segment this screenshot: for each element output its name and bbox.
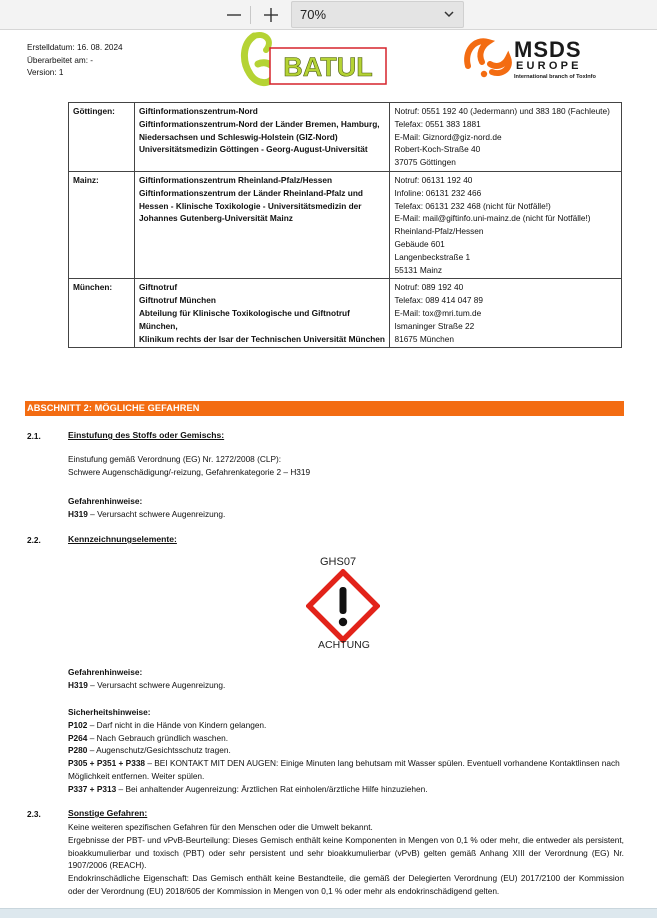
p-text: – Bei anhaltender Augenreizung: Ärztlichen Rat einholen/ärztliche Hilfe hinzuziehen. — [116, 783, 428, 794]
hazard-text-2: – Verursacht schwere Augenreizung. — [87, 679, 226, 690]
contact-line: Gebäude 601 — [394, 238, 445, 249]
contact-line: Infoline: 06131 232 466 — [394, 187, 482, 198]
precautionary-statement — [68, 744, 624, 757]
section-2-1-hazards — [68, 495, 624, 521]
city-cell: München: — [69, 279, 135, 348]
contact-line: 81675 München — [394, 333, 454, 344]
other-hazards-text: Keine weiteren spezifischen Gefahren für den Menschen oder die Umwelt bekannt. — [68, 822, 373, 832]
msds-tagline: International branch of ToxInfo — [514, 74, 596, 80]
contact-line: Langenbeckstraße 1 — [394, 251, 471, 262]
toolbar-separator — [250, 6, 251, 24]
precautionary-statement — [68, 732, 624, 745]
contact-line: 37075 Göttingen — [394, 157, 456, 168]
hazard-text: – Verursacht schwere Augenreizung. — [87, 508, 226, 519]
contact-cell — [390, 279, 622, 348]
p-code: P102 — [68, 719, 88, 730]
exclamation-mark-icon — [306, 569, 380, 643]
organization-line: Universitätsmedizin Göttingen - Georg-August-Universität — [138, 144, 368, 155]
table-row — [69, 171, 622, 278]
precautionary-statement — [68, 783, 624, 796]
europe-logo-text: EUROPE — [516, 60, 582, 72]
contact-line: E-Mail: Giznord@giz-nord.de — [394, 131, 502, 142]
endocrine-text: Endokrinschädliche Eigenschaft: Das Gemisch enthält keine Bestandteile, die gemäß der Delegierten Verordnung (EU) 2017/2100 der Kommission oder der Verordnung (EU) 2018/605 der Kommission in Mengen von 0,1 % oder mehr als endokrinschädigend gelten. — [68, 873, 624, 896]
section-2-2-hazards — [68, 666, 624, 692]
organization-line: Abteilung für Klinische Toxikologische und Giftnotruf München, — [138, 307, 350, 331]
organization-line: Giftinformationszentrum Rheinland-Pfalz/Hessen — [138, 174, 333, 185]
contact-line: Rheinland-Pfalz/Hessen — [394, 226, 484, 237]
revised-date: Überarbeitet am: - — [27, 55, 93, 65]
zoom-in-button[interactable] — [257, 3, 285, 27]
classification-category: Schwere Augenschädigung/-reizung, Gefahrenkategorie 2 – H319 — [68, 466, 311, 477]
section-2-1-number: 2.1. — [27, 431, 41, 441]
section-2-3-title: Sonstige Gefahren: — [68, 808, 148, 818]
document-page — [0, 30, 657, 918]
section-2-2-title: Kennzeichnungselemente: — [68, 534, 177, 544]
section-2-header: ABSCHNITT 2: MÖGLICHE GEFAHREN — [25, 401, 624, 416]
contact-line: Telefax: 0551 383 1881 — [394, 118, 481, 129]
zoom-level-value: 70% — [300, 7, 327, 22]
hazard-code-2: H319 — [68, 679, 88, 690]
organization-cell — [134, 279, 390, 348]
contact-line: Telefax: 06131 232 468 (nicht für Notfälle!) — [394, 200, 551, 211]
organization-line: Giftnotruf — [138, 282, 178, 293]
pbt-assessment-text: Ergebnisse der PBT- und vPvB-Beurteilung: Dieses Gemisch enthält keine Komponenten in Mengen von 0,1 % oder mehr, die entweder als persistent, bioakkumulierbar und toxisch (PBT) oder sehr persistent und sehr bioakkumulierbar (vPvB) gelten gemäß Anhang XIII der Verordnung (EG) Nr. 1907/2006 (REACH). — [68, 834, 624, 871]
organization-line: Giftinformationszentrum-Nord — [138, 106, 258, 116]
contact-cell — [390, 171, 622, 278]
p-code: P337 + P313 — [68, 783, 117, 794]
minus-icon — [226, 7, 242, 23]
p-text: – Nach Gebrauch gründlich waschen. — [87, 732, 229, 743]
classification-regulation: Einstufung gemäß Verordnung (EG) Nr. 1272/2008 (CLP): — [68, 454, 282, 464]
zoom-out-button[interactable] — [220, 3, 248, 27]
signal-word: ACHTUNG — [318, 639, 370, 651]
contact-line: Ismaninger Straße 22 — [394, 320, 475, 331]
contact-line: E-Mail: tox@mri.tum.de — [394, 307, 482, 318]
batul-logo — [240, 30, 390, 90]
contact-cell — [390, 103, 622, 172]
precautionary-statement — [68, 719, 624, 732]
hazard-code: H319 — [68, 508, 88, 519]
table-row — [69, 103, 622, 172]
p-code: P305 + P351 + P338 — [68, 758, 146, 769]
p-text: – Darf nicht in die Hände von Kindern gelangen. — [87, 719, 267, 730]
precautionary-statements — [68, 706, 624, 796]
contact-line: Notruf: 0551 192 40 (Jedermann) und 383 180 (Fachleute) — [394, 106, 610, 116]
section-2-1-classification — [68, 453, 624, 479]
organization-cell — [134, 171, 390, 278]
contact-line: Robert-Koch-Straße 40 — [394, 144, 481, 155]
version: Version: 1 — [27, 68, 64, 77]
table-row — [69, 279, 622, 348]
created-date: Erstelldatum: 16. 08. 2024 — [27, 43, 123, 52]
contact-line: 55131 Mainz — [394, 264, 442, 275]
msds-logo-text: MSDS — [514, 37, 582, 62]
organization-cell — [134, 103, 390, 172]
batul-logo-text: BATUL — [283, 52, 373, 82]
precautionary-label: Sicherheitshinweise: — [68, 707, 151, 717]
header-metadata — [27, 42, 123, 80]
organization-line: Giftinformationszentrum-Nord der Länder Bremen, Hamburg, Niedersachsen und Schleswig-Holstein (GIZ-Nord) — [138, 118, 380, 142]
organization-line: Giftnotruf München — [138, 295, 216, 306]
organization-line: Klinikum rechts der Isar der Technischen Universität München — [138, 333, 385, 344]
viewer-toolbar — [0, 0, 657, 30]
city-cell: Mainz: — [69, 171, 135, 278]
p-code: P264 — [68, 732, 88, 743]
organization-line: Giftinformationszentrum der Länder Rheinland-Pfalz und Hessen - Klinische Toxikologie - Universitätsmedizin der Johannes Gutenberg-Universität Mainz — [138, 187, 363, 224]
section-2-3-body — [68, 821, 624, 898]
precautionary-statement — [68, 757, 624, 783]
contact-line: Telefax: 089 414 047 89 — [394, 295, 484, 306]
section-2-2-number: 2.2. — [27, 535, 41, 545]
p-text: – Augenschutz/Gesichtsschutz tragen. — [87, 745, 231, 756]
status-strip — [0, 908, 657, 918]
contact-line: E-Mail: mail@giftinfo.uni-mainz.de (nicht für Notfälle!) — [394, 213, 591, 224]
city-cell: Göttingen: — [69, 103, 135, 172]
hazard-statements-label: Gefahrenhinweise: — [68, 496, 143, 506]
section-2-1-title: Einstufung des Stoffs oder Gemischs: — [68, 430, 225, 440]
poison-centers-table — [68, 102, 622, 348]
p-code: P280 — [68, 745, 88, 756]
chevron-down-icon — [443, 8, 455, 20]
section-2-3-number: 2.3. — [27, 809, 41, 819]
msds-europe-logo — [462, 32, 622, 84]
p-text: – BEI KONTAKT MIT DEN AUGEN: Einige Minuten lang behutsam mit Wasser spülen. Eventuell vorhandene Kontaktlinsen nach Möglichkeit entfernen. Weiter spülen. — [68, 758, 620, 781]
contact-line: Notruf: 06131 192 40 — [394, 174, 473, 185]
plus-icon — [263, 7, 279, 23]
contact-line: Notruf: 089 192 40 — [394, 282, 464, 293]
zoom-level-select[interactable] — [291, 1, 464, 28]
hazard-statements-label-2: Gefahrenhinweise: — [68, 667, 143, 677]
ghs-code: GHS07 — [320, 556, 357, 568]
